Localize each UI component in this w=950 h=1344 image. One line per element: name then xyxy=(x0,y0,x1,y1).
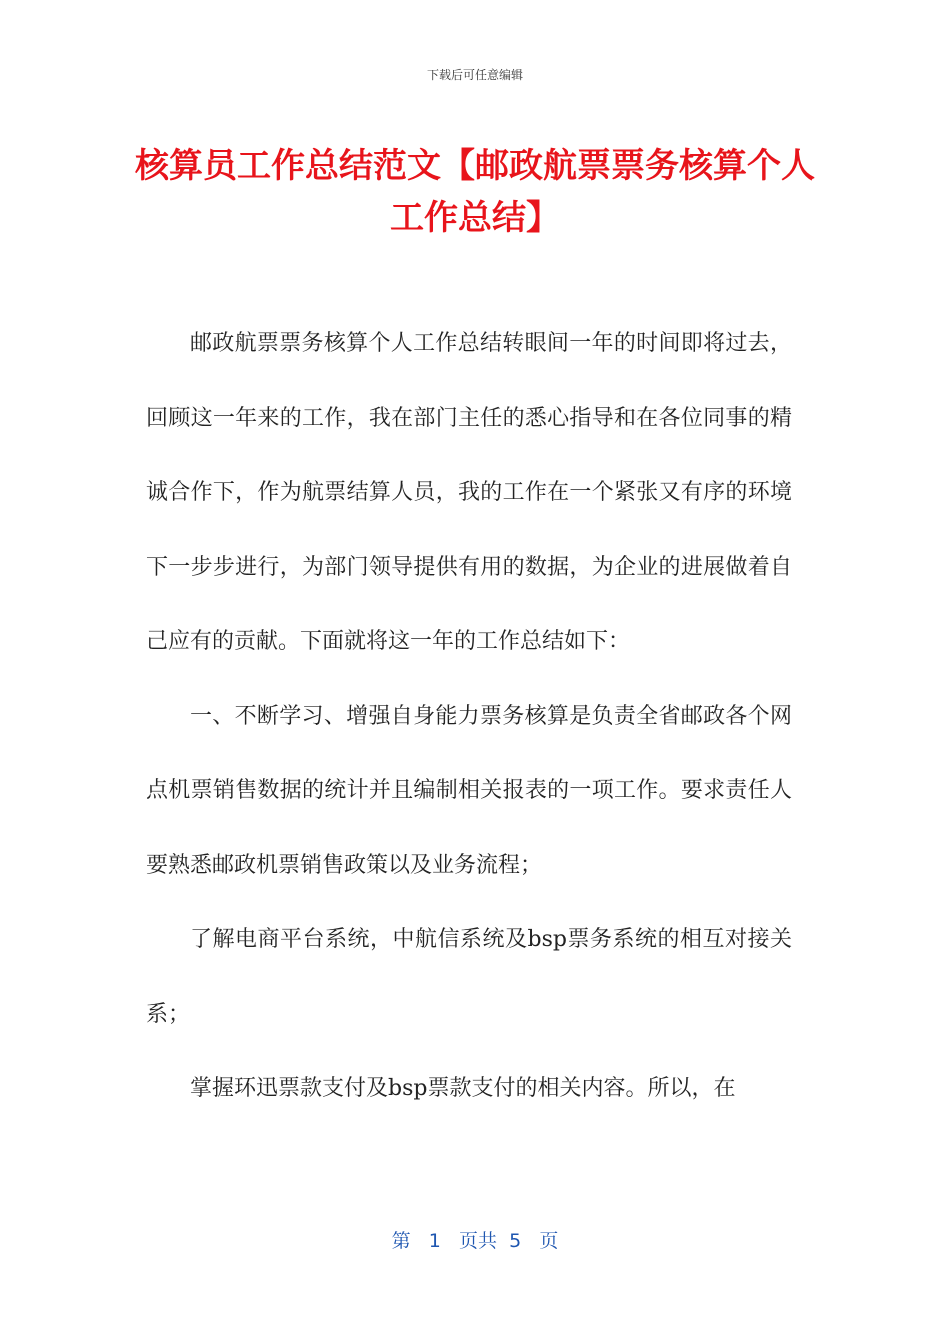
page-footer xyxy=(0,1226,950,1253)
document-title: 核算员工作总结范文【邮政航票票务核算个人工作总结】 xyxy=(135,146,815,238)
paragraph: 掌握环迅票款支付及bsp票款支付的相关内容。所以，在 xyxy=(190,1076,736,1101)
paragraph: 一、不断学习、增强自身能力票务核算是负责全省邮政各个网点机票销售数据的统计并且编制相关报表的一项工作。要求责任人要熟悉邮政机票销售政策以及业务流程； xyxy=(146,703,792,878)
page-middle: 页共 xyxy=(459,1230,498,1252)
paragraph: 了解电商平台系统，中航信系统及bsp票务系统的相互对接关系； xyxy=(146,927,792,1027)
paragraph: 邮政航票票务核算个人工作总结转眼间一年的时间即将过去，回顾这一年来的工作，我在部门主任的悉心指导和在各位同事的精诚合作下，作为航票结算人员，我的工作在一个紧张又有序的环境下一步步进行，为部门领导提供有用的数据，为企业的进展做着自己应有的贡献。下面就将这一年的工作总结如下： xyxy=(146,331,792,654)
page-suffix: 页 xyxy=(539,1230,559,1252)
page-prefix: 第 xyxy=(391,1230,411,1252)
document-body xyxy=(146,307,792,1127)
header-note: 下载后可任意编辑 xyxy=(426,68,523,82)
page-current-number: 1 xyxy=(428,1230,441,1252)
page-total-number: 5 xyxy=(509,1230,522,1252)
